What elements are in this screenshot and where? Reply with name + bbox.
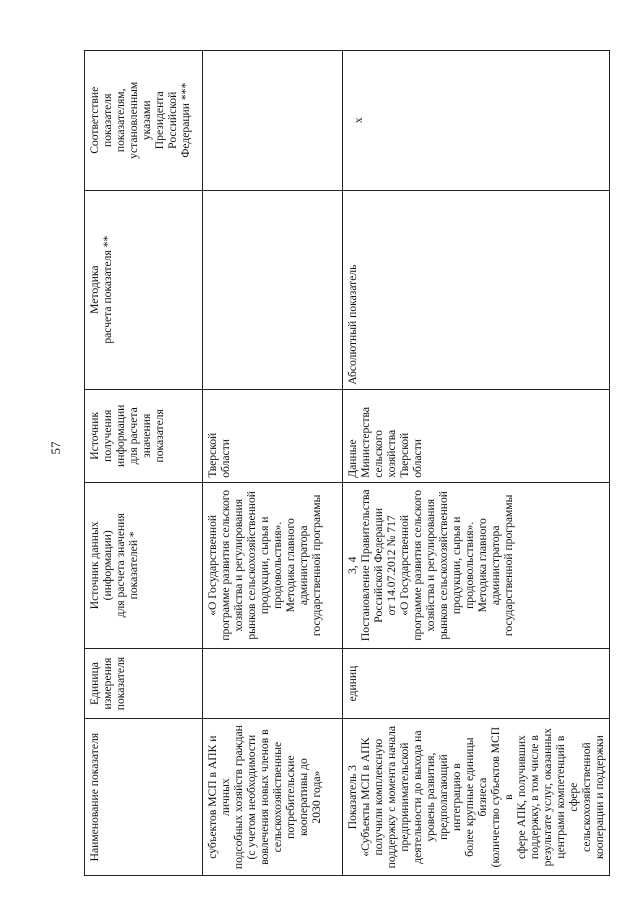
cell-unit: [203, 648, 343, 718]
header-method: Методика расчета показателя **: [85, 190, 203, 389]
table-header-row: [85, 51, 203, 876]
cell-method: [203, 190, 343, 389]
header-indicator-name: Наименование показателя: [85, 719, 203, 876]
cell-compliance: [203, 51, 343, 191]
cell-data-source: «О Государственной программе развития сельского хозяйства и регулирования рынков сельскохозяйственной продукции, сырья и продовольствия». Методика главного администратора государственной программы: [203, 482, 343, 648]
cell-info-source: Тверской области: [203, 389, 343, 482]
cell-info-source: Данные Министерства сельского хозяйства Тверской области: [343, 389, 610, 482]
table-row: [203, 51, 343, 876]
indicator-table: [84, 50, 610, 876]
header-compliance: Соответствие показателя показателям, установленным указами Президента Российской Федерации ***: [85, 51, 203, 191]
header-unit: Единица измерения показателя: [85, 648, 203, 718]
rotated-table-wrapper: [84, 50, 606, 876]
cell-indicator-name: Показатель 3 «Субъекты МСП в АПК получили комплексную поддержку с момента начала предпринимательской деятельности до выхода на уровень развития, предполагающий интеграцию в более крупные единицы бизнеса (количество субъектов МСП в сфере АПК, получивших поддержку, в том числе в результате услуг, оказанных центрами компетенций в сфере сельскохозяйственной кооперации и поддержки: [343, 719, 610, 876]
cell-indicator-name: субъектов МСП в АПК и личных подсобных хозяйств граждан (с учетом необходимости вовлечения новых членов в сельскохозяйственные потребительские кооперативы до 2030 года»: [203, 719, 343, 876]
table-row: [343, 51, 610, 876]
header-info-source: Источник получения информации для расчета значения показателя: [85, 389, 203, 482]
cell-method: Абсолютный показатель: [343, 190, 610, 389]
header-data-source: Источник данных (информации) для расчета значения показателей *: [85, 482, 203, 648]
cell-unit: единиц: [343, 648, 610, 718]
cell-compliance: [343, 51, 610, 191]
page-number: 57: [48, 441, 63, 455]
compliance-mark: х: [352, 117, 365, 124]
cell-data-source: 3, 4 Постановление Правительства Российской Федерации от 14.07.2012 № 717 «О Государственной программе развития сельского хозяйства и регулирования рынков сельскохозяйственной продукции, сырья и продовольствия». Методика главного администратора государственной программы: [343, 482, 610, 648]
